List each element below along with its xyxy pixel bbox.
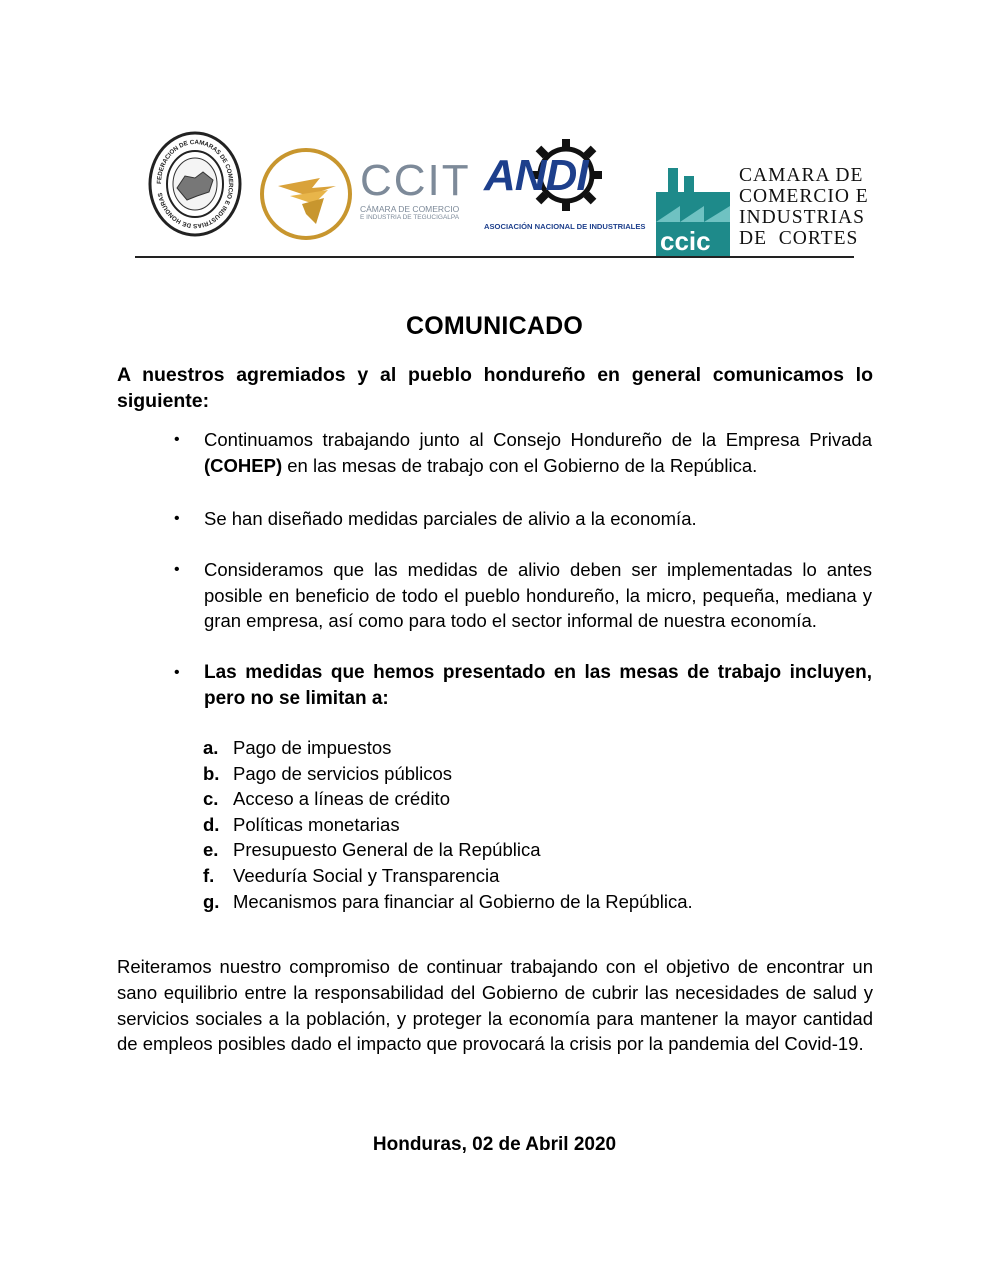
ccic-text-block	[739, 165, 869, 249]
ccic-factory-icon	[650, 162, 736, 256]
list-text: Políticas monetarias	[233, 813, 400, 835]
bullet-4-text: Las medidas que hemos presentado en las mesas de trabajo incluyen, pero no se limitan a:	[204, 662, 872, 709]
list-text: Pago de impuestos	[233, 737, 392, 758]
list-item	[203, 812, 803, 838]
list-item	[203, 761, 803, 787]
list-item	[203, 786, 803, 812]
ccit-line2: E INDUSTRIA DE TEGUCIGALPA	[360, 214, 460, 221]
list-text: Acceso a líneas de crédito	[233, 788, 450, 810]
bullet-dot: •	[174, 561, 180, 578]
andi-subtitle: ASOCIACIÓN NACIONAL DE INDUSTRIALES	[484, 222, 646, 231]
bullet-1-bold: (COHEP)	[204, 454, 283, 476]
list-item	[203, 863, 803, 889]
ccit-logo	[360, 158, 470, 222]
ccit-emblem-icon	[258, 146, 354, 242]
bullet-dot: •	[174, 510, 180, 527]
bullet-3-text: Consideramos que las medidas de alivio deben ser implementadas lo antes posible en beneficio de todo el pueblo hondureño, la micro, pequeña, mediana y gran empresa, así como para todo el sector informal de nuestra economía.	[204, 559, 872, 631]
bullet-dot: •	[174, 664, 180, 681]
list-letter: b.	[203, 762, 220, 784]
list-text: Veeduría Social y Transparencia	[233, 864, 500, 886]
bullet-item-1	[174, 427, 872, 478]
ccic-line-3: INDUSTRIAS	[739, 207, 865, 228]
list-text: Presupuesto General de la República	[233, 839, 541, 861]
list-letter: a.	[203, 737, 219, 758]
list-item	[203, 837, 803, 863]
bullet-2-text: Se han diseñado medidas parciales de alivio a la economía.	[204, 508, 697, 529]
fedecamara-ring-text: FEDERACION DE CAMARAS DE COMERCIO E INDUSTRIAS DE HONDURAS	[155, 138, 235, 230]
bullet-1-text-end: en las mesas de trabajo con el Gobierno de la República.	[282, 454, 758, 476]
document-title: COMUNICADO	[406, 312, 583, 340]
fedecamara-seal-logo	[147, 130, 243, 238]
list-letter: e.	[203, 839, 219, 861]
list-text: Mecanismos para financiar al Gobierno de la República.	[233, 890, 693, 912]
document-date: Honduras, 02 de Abril 2020	[372, 1134, 617, 1155]
bullet-dot: •	[174, 431, 180, 448]
list-text: Pago de servicios públicos	[233, 762, 453, 784]
ccit-line1: CÁMARA DE COMERCIO	[360, 204, 460, 214]
bullet-item-2	[174, 506, 872, 532]
bullet-item-4	[174, 660, 872, 711]
list-letter: f.	[203, 864, 215, 886]
list-item	[203, 735, 803, 761]
list-letter: d.	[203, 813, 220, 835]
bullet-item-3	[174, 557, 872, 634]
andi-acronym: ANDI	[484, 151, 588, 200]
closing-paragraph: Reiteramos nuestro compromiso de continuar trabajando con el objetivo de encontrar un sano equilibrio entre la responsabilidad del Gobierno de cubrir las necesidades de salud y servicios sociales a la población, y proteger la economía para mantener la mayor cantidad de empleos posibles dado el impacto que provocará la crisis por la pandemia del Covid-19.	[117, 956, 873, 1055]
list-item	[203, 889, 803, 915]
intro-paragraph: A nuestros agremiados y al pueblo hondureño en general comunicamos lo siguiente:	[117, 364, 873, 412]
list-letter: g.	[203, 890, 220, 912]
ccic-line-4: DE CORTES	[739, 228, 859, 249]
bullet-1-text: Continuamos trabajando junto al Consejo Hondureño de la Empresa Privada	[204, 429, 872, 450]
header-divider	[135, 256, 854, 258]
ccic-line-2: COMERCIO E	[739, 186, 869, 207]
list-letter: c.	[203, 788, 219, 810]
ccit-acronym: CCIT	[360, 156, 471, 205]
ccic-line-1: CAMARA DE	[739, 165, 864, 186]
ccic-mark: ccic	[660, 226, 711, 256]
measures-list	[203, 735, 803, 914]
